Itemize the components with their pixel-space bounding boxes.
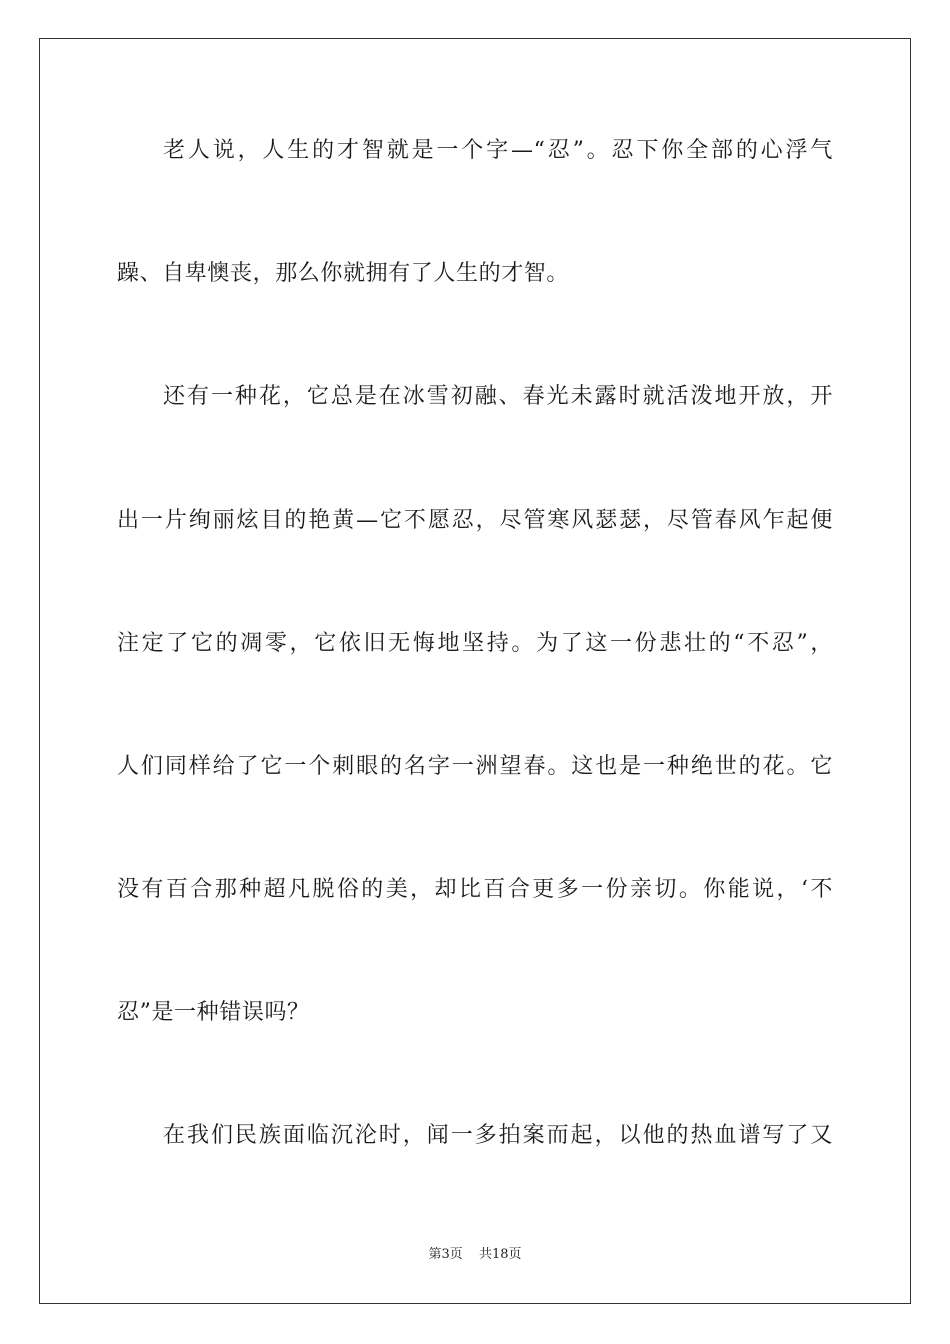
page-number: 第3页	[428, 1247, 463, 1262]
text-line: 注定了它的凋零，它依旧无悔地坚持。为了这一份悲壮的“不忍”，	[117, 631, 833, 656]
text-line: 在我们民族面临沉沦时，闻一多拍案而起，以他的热血谱写了又	[163, 1123, 833, 1148]
text-line: 出一片绚丽炫目的艳黄—它不愿忍，尽管寒风瑟瑟，尽管春风乍起便	[117, 508, 833, 533]
text-line: 躁、自卑懊丧，那么你就拥有了人生的才智。	[117, 261, 570, 286]
page-total: 共18页	[478, 1247, 522, 1262]
text-line: 还有一种花，它总是在冰雪初融、春光未露时就活泼地开放，开	[163, 384, 833, 409]
page-border	[39, 38, 911, 1304]
text-line: 老人说，人生的才智就是一个字—“忍”。忍下你全部的心浮气	[163, 138, 833, 163]
text-line: 人们同样给了它一个刺眼的名字一洲望春。这也是一种绝世的花。它	[117, 754, 833, 779]
text-line: 忍”是一种错误吗？	[117, 1000, 310, 1025]
page-footer	[0, 1246, 950, 1264]
text-line: 没有百合那种超凡脱俗的美，却比百合更多一份亲切。你能说，‘不	[117, 877, 833, 902]
